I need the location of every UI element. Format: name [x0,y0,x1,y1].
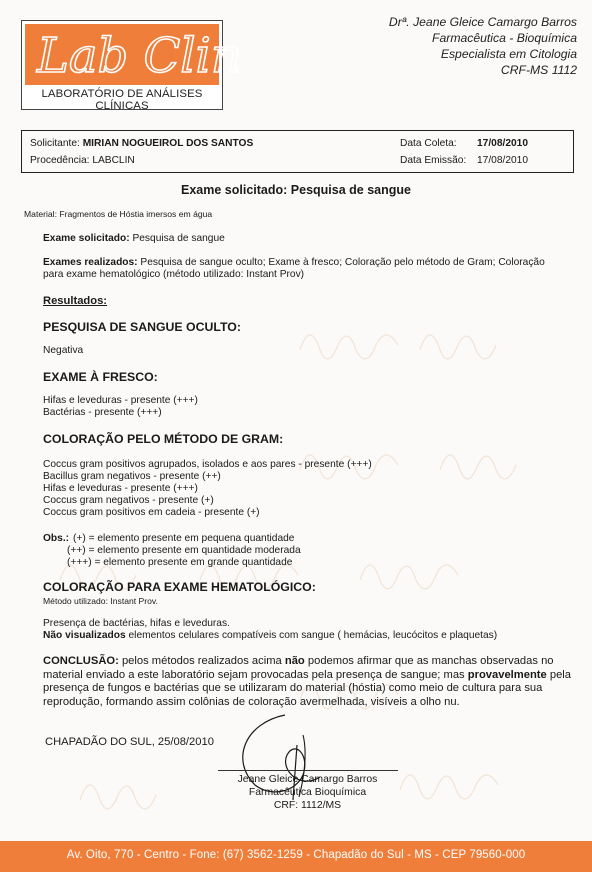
logo-script-text: Lab Clin [37,28,242,84]
exames-realizados-text: Pesquisa de sangue oculto; Exame à fresco; Coloração pelo método de Gram; Coloração [140,257,545,268]
sangue-oculto-heading: PESQUISA DE SANGUE OCULTO: [43,320,241,334]
lab-logo [21,20,242,112]
doctor-title: Farmacêutica - Bioquímica [432,31,577,45]
doctor-name: Drª. Jeane Gleice Camargo Barros [388,15,577,29]
solicitante-label: Solicitante: [30,138,80,149]
hemato-heading: COLORAÇÃO PARA EXAME HEMATOLÓGICO: [43,580,316,594]
doctor-specialty: Especialista em Citologia [440,47,577,61]
patient-info-box [21,130,574,173]
solicitante-row [30,138,253,149]
conclusao-bold-nao: não [284,655,305,667]
fresco-line: Hifas e leveduras - presente (+++) [43,395,198,406]
signature-line [218,770,398,771]
place-date: CHAPADÃO DO SUL, 25/08/2010 [45,736,214,748]
hemato-line1: Presença de bactérias, hifas e leveduras. [43,618,230,629]
conclusao-text-3: pela presença de fungos e bactérias que se utilizaram do material (hóstia) como meio de cultura para sua reprodução, formando assim colônias de coloração avermelhada, visíveis a olho nu. [43,668,571,708]
hemato-method: Método utilizado: Instant Prov. [43,596,158,606]
data-emissao-value: 17/08/2010 [477,155,528,166]
conclusao-text-2: podemos afirmar que as manchas observadas no material enviado a este laboratório sejam provocadas pela presença de sangue; mas [43,655,554,681]
signature-name: Jeane Gleice Camargo Barros [237,774,378,785]
logo-subtitle: LABORATÓRIO DE ANÁLISES CLÍNICAS [41,88,203,112]
exame-fresco-heading: EXAME À FRESCO: [43,370,158,384]
exame-solicitado-label: Exame solicitado: [43,233,130,244]
exame-solicitado-value: Pesquisa de sangue [132,233,225,244]
exame-solicitado-line [43,233,225,245]
doctor-header [389,14,577,78]
solicitante-value: MIRIAN NOGUEIROL DOS SANTOS [82,138,254,149]
exames-realizados-line2: para exame hematológico (método utilizado: Instant Prov) [43,269,305,280]
logo-band [25,24,242,85]
exames-realizados-label: Exames realizados: [43,257,138,268]
footer-bar [0,841,592,872]
hemato-nao-visualizados: Não visualizados [43,630,126,641]
obs-line: (++) = elemento presente em quantidade moderada [67,545,301,556]
footer-address: Av. Oito, 770 - Centro - Fone: (67) 3562-1259 - Chapadão do Sul - MS - CEP 79560-000 [66,849,526,861]
data-emissao-label: Data Emissão: [400,155,467,166]
procedencia-row [30,155,135,166]
conclusao-text-1: pelos métodos realizados acima [121,655,282,667]
signature-title: Farmacêutica Bioquímica [248,787,367,798]
exames-realizados-line1 [43,257,545,269]
fresco-line: Bactérias - presente (+++) [43,407,162,418]
gram-line: Coccus gram negativos - presente (+) [43,495,214,506]
gram-line: Coccus gram positivos em cadeia - presente (+) [43,507,260,518]
hemato-line2 [43,630,497,642]
gram-heading: COLORAÇÃO PELO MÉTODO DE GRAM: [43,432,284,446]
conclusao-label: CONCLUSÃO: [43,655,119,667]
exam-title: Exame solicitado: Pesquisa de sangue [181,183,411,197]
signature-crf: CRF: 1112/MS [273,800,342,811]
obs-label: Obs.: [43,533,70,544]
resultados-heading: Resultados: [43,295,108,307]
material-line: Material: Fragmentos de Hóstia imersos em água [24,209,213,219]
gram-line: Coccus gram positivos agrupados, isolados e aos pares - presente (+++) [43,459,372,470]
obs-line: (+) = elemento presente em pequena quantidade [73,533,295,544]
conclusao-bold-provavelmente: provavelmente [467,668,547,681]
doctor-crf: CRF-MS 1112 [500,63,577,77]
gram-line: Hifas e leveduras - presente (+++) [43,483,198,494]
sangue-oculto-result: Negativa [43,345,84,356]
gram-line: Bacillus gram negativos - presente (++) [43,471,221,482]
conclusao-paragraph [43,655,573,709]
obs-line: (+++) = elemento presente em grande quantidade [67,557,293,568]
procedencia-value: LABCLIN [92,155,135,166]
data-coleta-label: Data Coleta: [400,138,457,149]
logo-script-graphic [25,24,242,85]
data-coleta-value: 17/08/2010 [477,138,528,149]
hemato-line2-rest: elementos celulares compatíveis com sangue ( hemácias, leucócitos e plaquetas) [128,630,498,641]
procedencia-label: Procedência: [30,155,90,166]
